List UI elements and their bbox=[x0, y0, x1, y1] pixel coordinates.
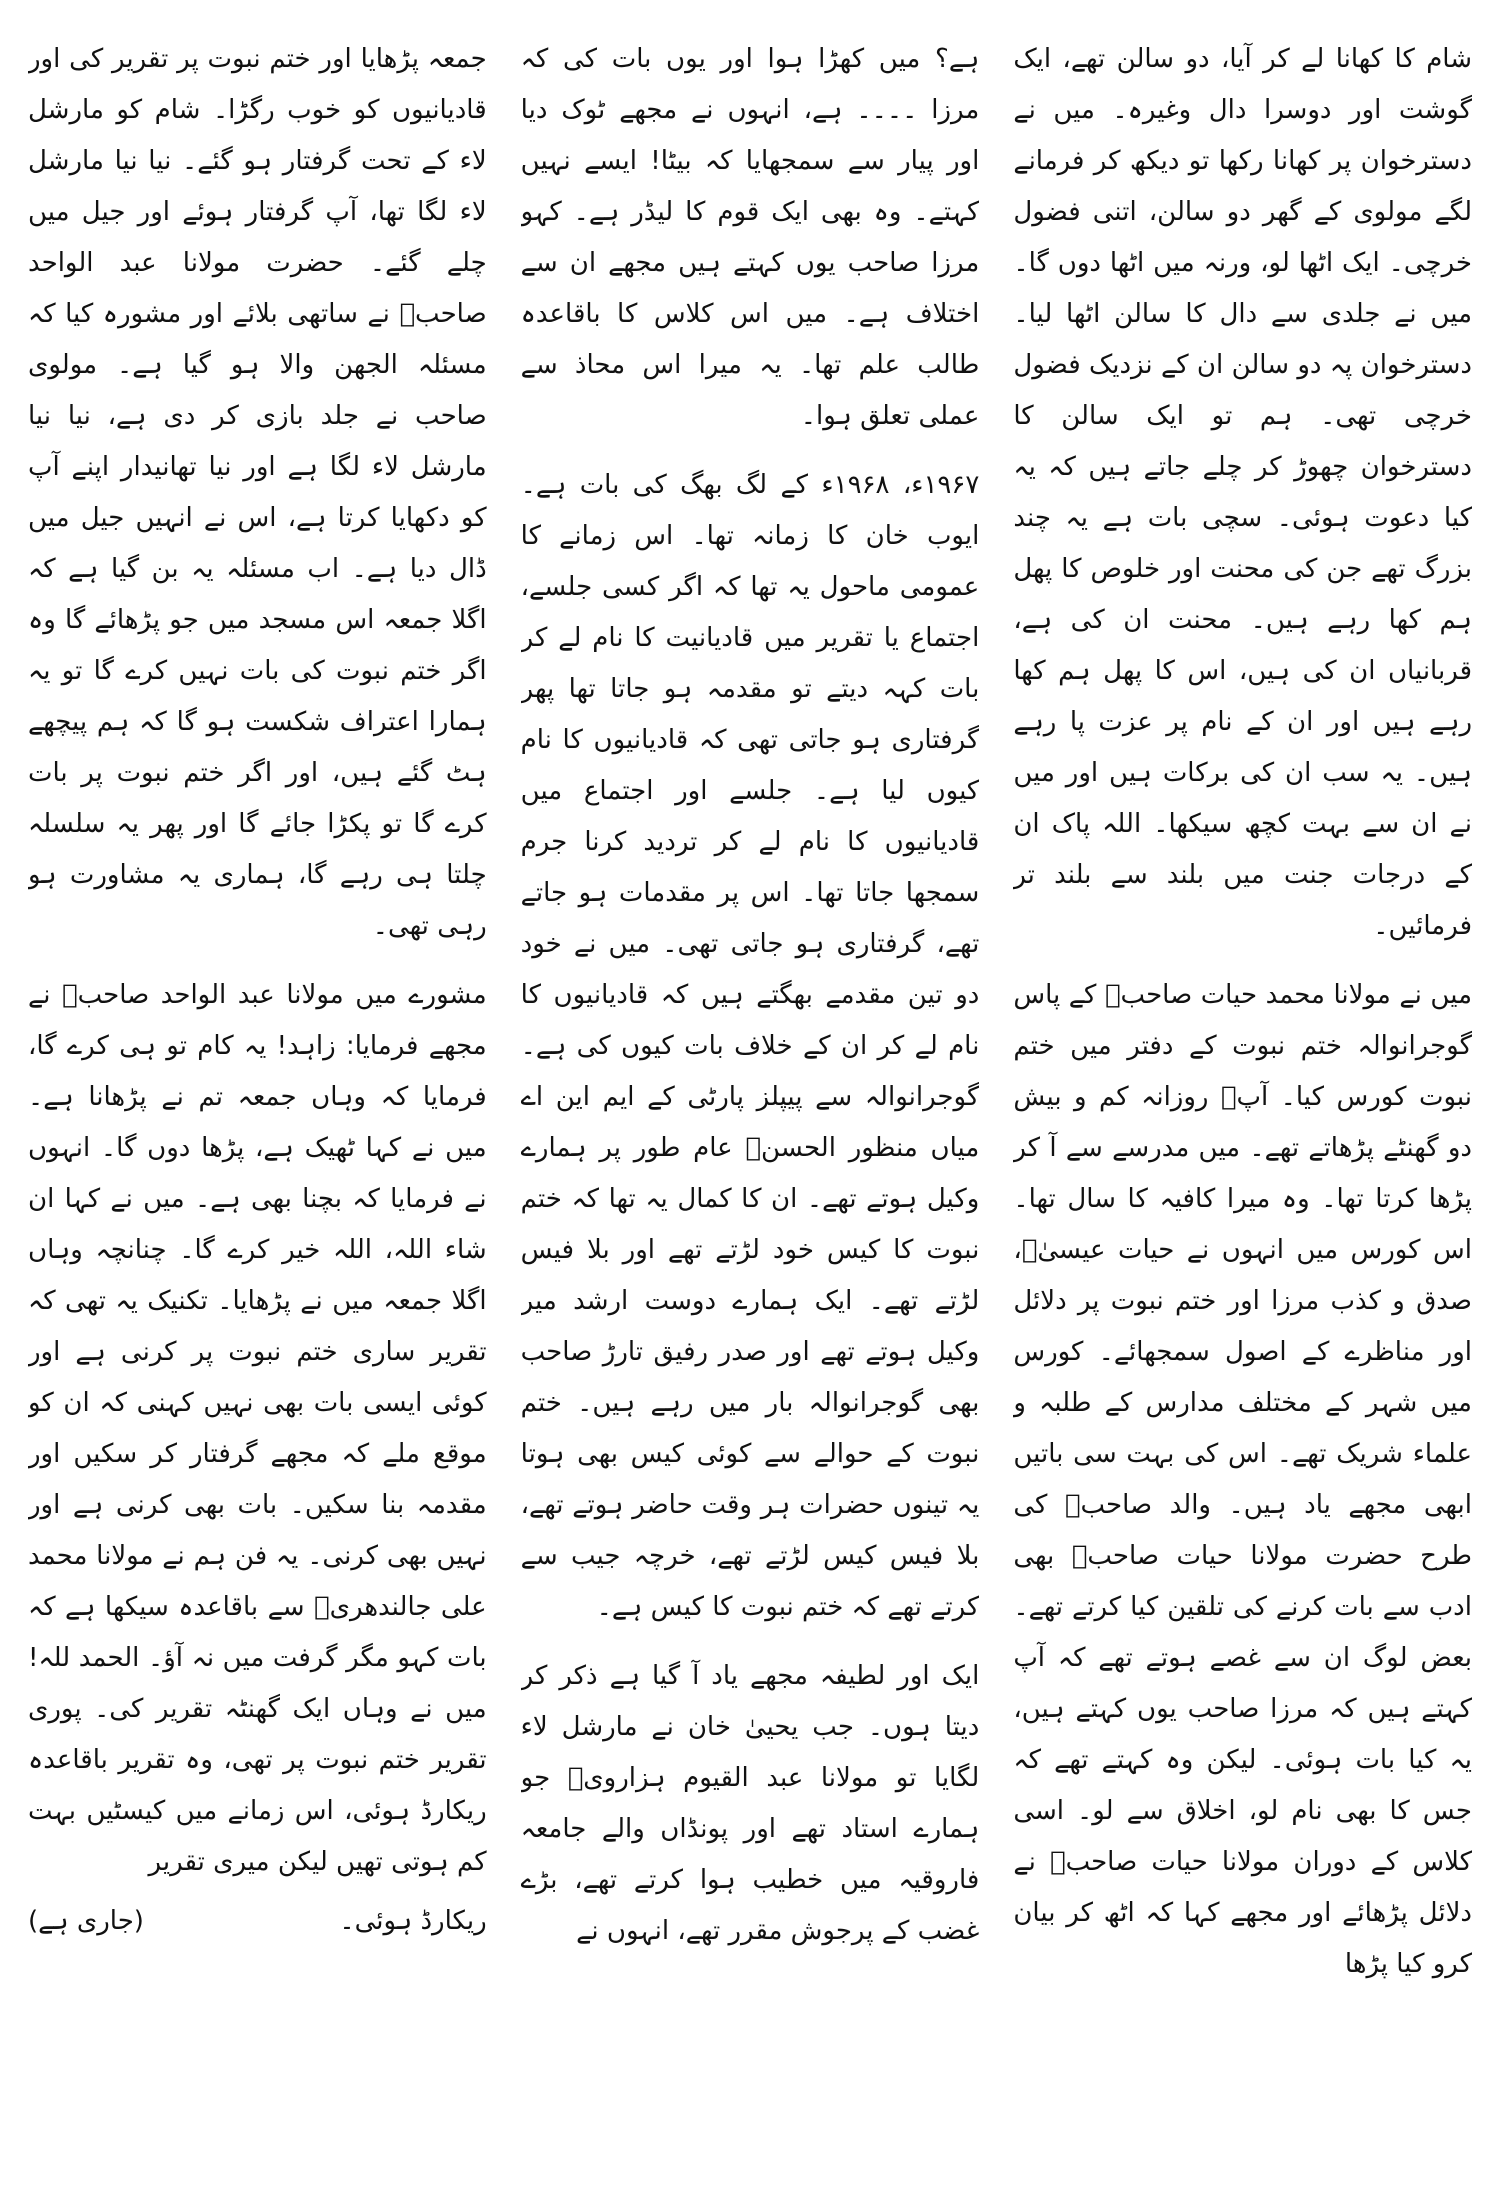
paragraph: میں نے مولانا محمد حیات صاحبؒ کے پاس گوجرانوالہ ختم نبوت کے دفتر میں ختم نبوت کورس کیا۔ آپؒ روزانہ کم و بیش دو گھنٹے پڑھاتے تھے۔ میں مدرسے سے آ کر پڑھا کرتا تھا۔ وہ میرا کافیہ کا سال تھا۔ اس کورس میں انہوں نے حیات عیسیٰؑ، صدق و کذب مرزا اور ختم نبوت پر دلائل اور مناظرے کے اصول سمجھائے۔ کورس میں شہر کے مختلف مدارس کے طلبہ و علماء شریک تھے۔ اس کی بہت سی باتیں ابھی مجھے یاد ہیں۔ والد صاحبؒ کی طرح حضرت مولانا حیات صاحبؒ بھی ادب سے بات کرنے کی تلقین کیا کرتے تھے۔ بعض لوگ ان سے غصے ہوتے تھے کہ آپ کہتے ہیں کہ مرزا صاحب یوں کہتے ہیں، یہ کیا بات ہوئی۔ لیکن وہ کہتے تھے کہ جس کا بھی نام لو، اخلاق سے لو۔ اسی کلاس کے دوران مولانا حیات صاحبؒ نے دلائل پڑھائے اور مجھے کہا کہ اٹھ کر بیان کرو کیا پڑھا bbox=[1013, 980, 1472, 1979]
paragraph: ہے؟ میں کھڑا ہوا اور یوں بات کی کہ مرزا ۔۔۔۔ ہے، انہوں نے مجھے ٹوک دیا اور پیار سے سمجھایا کہ بیٹا! ایسے نہیں کہتے۔ وہ بھی ایک قوم کا لیڈر ہے۔ کہو مرزا صاحب یوں کہتے ہیں مجھے ان سے اختلاف ہے۔ میں اس کلاس کا باقاعدہ طالب علم تھا۔ یہ میرا اس محاذ سے عملی تعلق ہوا۔ bbox=[520, 44, 980, 431]
paragraph: ایک اور لطیفہ مجھے یاد آ گیا ہے ذکر کر دیتا ہوں۔ جب یحییٰ خان نے مارشل لاء لگایا تو مولانا عبد القیوم ہزارویؒ جو ہمارے استاد تھے اور پونڈاں والے جامعہ فاروقیہ میں خطیب ہوا کرتے تھے، بڑے غضب کے پرجوش مقرر تھے، انہوں نے bbox=[520, 1661, 980, 1946]
continued-label: (جاری ہے) bbox=[27, 1906, 144, 1936]
column-middle bbox=[521, 34, 980, 2176]
column-end-line bbox=[28, 1896, 487, 1947]
column-left bbox=[28, 34, 487, 2176]
article-columns bbox=[28, 34, 1472, 2176]
closing-text: ریکارڈ ہوئی۔ bbox=[339, 1906, 487, 1936]
column-right bbox=[1013, 34, 1472, 2176]
paragraph: ۱۹۶۷ء، ۱۹۶۸ء کے لگ بھگ کی بات ہے۔ ایوب خان کا زمانہ تھا۔ اس زمانے کا عمومی ماحول یہ تھا کہ اگر کسی جلسے، اجتماع یا تقریر میں قادیانیت کا نام لے کر بات کہہ دیتے تو مقدمہ ہو جاتا تھا پھر گرفتاری ہو جاتی تھی کہ قادیانیوں کا نام کیوں لیا ہے۔ جلسے اور اجتماع میں قادیانیوں کا نام لے کر تردید کرنا جرم سمجھا جاتا تھا۔ اس پر مقدمات ہو جاتے تھے، گرفتاری ہو جاتی تھی۔ میں نے خود دو تین مقدمے بھگتے ہیں کہ قادیانیوں کا نام لے کر ان کے خلاف بات کیوں کی ہے۔ گوجرانوالہ سے پیپلز پارٹی کے ایم این اے میاں منظور الحسنؒ عام طور پر ہمارے وکیل ہوتے تھے۔ ان کا کمال یہ تھا کہ ختم نبوت کا کیس خود لڑتے تھے اور بلا فیس لڑتے تھے۔ ایک ہمارے دوست ارشد میر وکیل ہوتے تھے اور صدر رفیق تارڑ صاحب بھی گوجرانوالہ بار میں رہے ہیں۔ ختم نبوت کے حوالے سے کوئی کیس بھی ہوتا یہ تینوں حضرات ہر وقت حاضر ہوتے تھے، بلا فیس کیس لڑتے تھے، خرچہ جیب سے کرتے تھے کہ ختم نبوت کا کیس ہے۔ bbox=[520, 470, 980, 1622]
paragraph: جمعہ پڑھایا اور ختم نبوت پر تقریر کی اور قادیانیوں کو خوب رگڑا۔ شام کو مارشل لاء کے تحت گرفتار ہو گئے۔ نیا نیا مارشل لاء لگا تھا، آپ گرفتار ہوئے اور جیل میں چلے گئے۔ حضرت مولانا عبد الواحد صاحبؒ نے ساتھی بلائے اور مشورہ کیا کہ مسئلہ الجھن والا ہو گیا ہے۔ مولوی صاحب نے جلد بازی کر دی ہے، نیا نیا مارشل لاء لگا ہے اور نیا تھانیدار اپنے آپ کو دکھایا کرتا ہے، اس نے انہیں جیل میں ڈال دیا ہے۔ اب مسئلہ یہ بن گیا ہے کہ اگلا جمعہ اس مسجد میں جو پڑھائے گا وہ اگر ختم نبوت کی بات نہیں کرے گا تو یہ ہمارا اعتراف شکست ہو گا کہ ہم پیچھے ہٹ گئے ہیں، اور اگر ختم نبوت پر بات کرے گا تو پکڑا جائے گا اور پھر یہ سلسلہ چلتا ہی رہے گا، ہماری یہ مشاورت ہو رہی تھی۔ bbox=[27, 44, 487, 941]
paragraph: شام کا کھانا لے کر آیا، دو سالن تھے، ایک گوشت اور دوسرا دال وغیرہ۔ میں نے دسترخوان پر کھانا رکھا تو دیکھ کر فرمانے لگے مولوی کے گھر دو سالن، اتنی فضول خرچی۔ ایک اٹھا لو، ورنہ میں اٹھا دوں گا۔ میں نے جلدی سے دال کا سالن اٹھا لیا۔ دسترخوان پہ دو سالن ان کے نزدیک فضول خرچی تھی۔ ہم تو ایک سالن کا دسترخوان چھوڑ کر چلے جاتے ہیں کہ یہ کیا دعوت ہوئی۔ سچی بات ہے یہ چند بزرگ تھے جن کی محنت اور خلوص کا پھل ہم کھا رہے ہیں۔ محنت ان کی ہے، قربانیاں ان کی ہیں، اس کا پھل ہم کھا رہے ہیں اور ان کے نام پر عزت پا رہے ہیں۔ یہ سب ان کی برکات ہیں اور میں نے ان سے بہت کچھ سیکھا۔ اللہ پاک ان کے درجات جنت میں بلند سے بلند تر فرمائیں۔ bbox=[1013, 44, 1472, 941]
paragraph: مشورے میں مولانا عبد الواحد صاحبؒ نے مجھے فرمایا: زاہد! یہ کام تو ہی کرے گا، فرمایا کہ وہاں جمعہ تم نے پڑھانا ہے۔ میں نے کہا ٹھیک ہے، پڑھا دوں گا۔ انہوں نے فرمایا کہ بچنا بھی ہے۔ میں نے کہا ان شاء اللہ، اللہ خیر کرے گا۔ چنانچہ وہاں اگلا جمعہ میں نے پڑھایا۔ تکنیک یہ تھی کہ تقریر ساری ختم نبوت پر کرنی ہے اور کوئی ایسی بات بھی نہیں کہنی کہ ان کو موقع ملے کہ مجھے گرفتار کر سکیں اور مقدمہ بنا سکیں۔ بات بھی کرنی ہے اور نہیں بھی کرنی۔ یہ فن ہم نے مولانا محمد علی جالندھریؒ سے باقاعدہ سیکھا ہے کہ بات کہو مگر گرفت میں نہ آؤ۔ الحمد للہ! میں نے وہاں ایک گھنٹہ تقریر کی۔ پوری تقریر ختم نبوت پر تھی، وہ تقریر باقاعدہ ریکارڈ ہوئی، اس زمانے میں کیسٹیں بہت کم ہوتی تھیں لیکن میری تقریر bbox=[27, 980, 487, 1877]
